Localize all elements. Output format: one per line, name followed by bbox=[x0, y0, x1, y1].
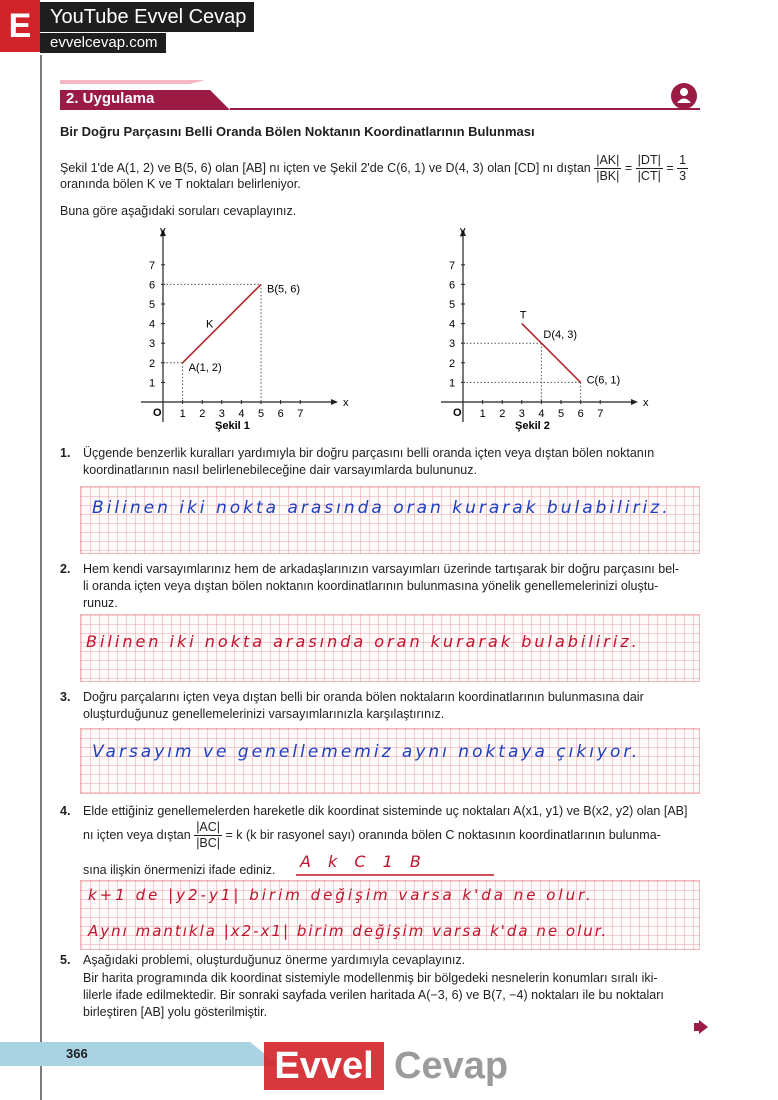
sketch-underline bbox=[296, 872, 496, 878]
answer-grid-1[interactable] bbox=[80, 486, 700, 554]
y-tick-label: 1 bbox=[449, 377, 456, 390]
point-k-label: K bbox=[205, 318, 214, 331]
y-tick-label: 1 bbox=[149, 377, 156, 390]
equals-sign: = bbox=[666, 160, 674, 175]
brand-title: YouTube Evvel Cevap bbox=[40, 2, 254, 32]
question-5-number: 5. bbox=[60, 953, 71, 967]
question-4-line-1: Elde ettiğiniz genellemelerden hareketle dik koordinat sisteminde uç noktaları A(x1, y1) ve B(x2, y2) olan [AB] bbox=[83, 804, 688, 818]
section-header-bar bbox=[60, 80, 700, 110]
intro-line-2: oranında bölen K ve T noktaları belirleniyor. bbox=[60, 177, 301, 191]
question-5-line-2: Bir harita programında dik koordinat sistemiyle modellenmiş bir bölgedeki nesnelerin konumları sıralı iki- bbox=[83, 971, 658, 985]
person-icon bbox=[670, 82, 698, 110]
question-5-line-4: birleştiren [AB] yolu gösterilmiştir. bbox=[83, 1005, 268, 1019]
y-tick-label: 3 bbox=[149, 338, 156, 351]
ratio-dt-ct bbox=[636, 153, 663, 184]
origin-label: O bbox=[453, 407, 462, 419]
footer-bar bbox=[0, 1042, 300, 1066]
y-tick-label: 7 bbox=[449, 259, 456, 272]
question-5-line-1: Aşağıdaki problemi, oluşturduğunuz önerme yardımıyla cevaplayınız. bbox=[83, 953, 466, 967]
x-tick-label: 3 bbox=[518, 408, 525, 420]
x-tick-label: 2 bbox=[499, 408, 506, 420]
footer-logo-cevap: Cevap bbox=[394, 1045, 509, 1087]
x-axis-arrow-icon bbox=[631, 399, 638, 405]
y-tick-label: 7 bbox=[149, 259, 156, 272]
section-title: 2. Uygulama bbox=[66, 90, 155, 107]
x-tick-label: 7 bbox=[597, 408, 604, 420]
point-d-label: D(4, 3) bbox=[543, 329, 578, 342]
brand-logo-letter: E bbox=[0, 0, 40, 52]
x-tick-label: 1 bbox=[179, 408, 186, 420]
point-a-label: A(1, 2) bbox=[188, 361, 222, 374]
x-tick-label: 6 bbox=[277, 408, 284, 420]
ratio-ac-bc bbox=[194, 820, 222, 851]
frac-den: |BK| bbox=[596, 169, 620, 183]
point-b-label: B(5, 6) bbox=[267, 283, 301, 296]
y-tick-label: 4 bbox=[449, 318, 456, 331]
question-3-line-2: oluşturduğunuz genellemelerinizi varsayımlarınızla karşılaştırınız. bbox=[83, 707, 445, 721]
page-number: 366 bbox=[66, 1046, 88, 1061]
answer-3-handwriting: Varsayım ve genellememiz aynı noktaya çıkıyor. bbox=[92, 742, 641, 762]
y-tick-label: 2 bbox=[449, 357, 456, 370]
question-1-line-1: Üçgende benzerlik kuralları yardımıyla bir doğru parçasını belli oranda içten veya dıştan bölen noktanın bbox=[83, 446, 655, 460]
figure-2-coordinate-plane bbox=[435, 222, 655, 434]
frac-den: 3 bbox=[679, 169, 687, 183]
x-tick-label: 4 bbox=[238, 408, 245, 420]
x-axis-label: x bbox=[643, 397, 649, 409]
ratio-ak-bk bbox=[594, 153, 621, 184]
question-4-line-2-start: nı içten veya dıştan bbox=[83, 827, 191, 842]
answer-4-line-1-handwriting: k+1 de |y2-y1| birim değişim varsa k'da ne olur. bbox=[88, 886, 594, 904]
figure-1-coordinate-plane bbox=[135, 222, 355, 434]
question-4-line-2-end: = k (k bir rasyonel sayı) oranında bölen C noktasının koordinatlarının bulunma- bbox=[225, 827, 661, 842]
origin-label: O bbox=[153, 407, 162, 419]
y-tick-label: 4 bbox=[149, 318, 156, 331]
question-4-number: 4. bbox=[60, 804, 71, 818]
x-axis-label: x bbox=[343, 397, 349, 409]
question-2-line-3: runuz. bbox=[83, 596, 118, 610]
instruction-text: Buna göre aşağıdaki soruları cevaplayınız. bbox=[60, 204, 297, 218]
next-page-arrow-icon[interactable] bbox=[694, 1020, 710, 1034]
footer-logo-evvel: Evvel bbox=[264, 1042, 384, 1090]
x-tick-label: 1 bbox=[479, 408, 486, 420]
x-tick-label: 7 bbox=[297, 408, 304, 420]
frac-num: |AK| bbox=[596, 153, 620, 167]
x-axis-arrow-icon bbox=[331, 399, 338, 405]
frac-den: |BC| bbox=[196, 836, 221, 850]
x-tick-label: 5 bbox=[558, 408, 565, 420]
brand-url: evvelcevap.com bbox=[40, 33, 166, 53]
question-2-number: 2. bbox=[60, 562, 71, 576]
x-tick-label: 3 bbox=[218, 408, 225, 420]
question-2-line-2: li oranda içten veya dıştan bölen noktanın koordinatlarının bulunmasına yönelik genellemelerinizi oluştu- bbox=[83, 579, 659, 593]
y-tick-label: 3 bbox=[449, 338, 456, 351]
question-3-line-1: Doğru parçalarını içten veya dıştan belli bir oranda bölen noktaların koordinatlarının bulunmasına dair bbox=[83, 690, 644, 704]
question-3-number: 3. bbox=[60, 690, 71, 704]
x-tick-label: 2 bbox=[199, 408, 206, 420]
answer-2-handwriting: Bilinen iki nokta arasında oran kurarak bulabiliriz. bbox=[86, 632, 640, 651]
question-1-line-2: koordinatlarının nasıl belirlenebileceğine dair varsayımlarda bulununuz. bbox=[83, 463, 477, 477]
point-t-label: T bbox=[519, 309, 527, 322]
frac-num: |AC| bbox=[196, 820, 221, 834]
x-tick-label: 6 bbox=[577, 408, 584, 420]
point-c-label: C(6, 1) bbox=[586, 374, 621, 387]
question-5-line-3: lilerle ifade edilmektedir. Bir sonraki sayfada verilen haritada A(−3, 6) ve B(7, −4) noktaları ile bu noktaları bbox=[83, 988, 664, 1002]
question-1-number: 1. bbox=[60, 446, 71, 460]
y-tick-label: 6 bbox=[149, 279, 156, 292]
question-2-line-1: Hem kendi varsayımlarınız hem de arkadaşlarınızın varsayımları üzerinde tartışarak bir doğru parçasını bel- bbox=[83, 562, 680, 576]
segment-ab bbox=[183, 284, 261, 362]
figure-caption: Şekil 1 bbox=[215, 420, 250, 432]
y-tick-label: 2 bbox=[149, 357, 156, 370]
y-tick-label: 6 bbox=[449, 279, 456, 292]
frac-num: |DT| bbox=[637, 153, 661, 167]
answer-4-line-2-handwriting: Aynı mantıkla |x2-x1| birim değişim varsa k'da ne olur. bbox=[88, 922, 609, 940]
y-axis-label: y bbox=[460, 225, 466, 237]
ratio-one-third bbox=[677, 153, 688, 184]
intro-line-1: Şekil 1'de A(1, 2) ve B(5, 6) olan [AB] nı içten ve Şekil 2'de C(6, 1) ve D(4, 3) olan [CD] nı dıştan bbox=[60, 160, 591, 175]
x-tick-label: 4 bbox=[538, 408, 545, 420]
question-4-line-3: sına ilişkin önermenizi ifade ediniz. bbox=[83, 863, 276, 877]
y-axis-label: y bbox=[160, 225, 166, 237]
equals-sign: = bbox=[624, 160, 633, 175]
figure-caption: Şekil 2 bbox=[515, 420, 550, 432]
y-tick-label: 5 bbox=[149, 299, 156, 311]
frac-num: 1 bbox=[679, 153, 687, 167]
question-4-sketch: A k C 1 B bbox=[300, 852, 427, 871]
x-tick-label: 5 bbox=[258, 408, 265, 420]
page-subtitle: Bir Doğru Parçasını Belli Oranda Bölen Noktanın Koordinatlarının Bulunması bbox=[60, 124, 535, 139]
question-4-line-2 bbox=[83, 820, 703, 851]
answer-1-handwriting: Bilinen iki nokta arasında oran kurarak bulabiliriz. bbox=[92, 498, 671, 518]
left-margin-rule bbox=[40, 55, 42, 1100]
y-tick-label: 5 bbox=[449, 299, 456, 311]
frac-den: |CT| bbox=[637, 169, 661, 183]
